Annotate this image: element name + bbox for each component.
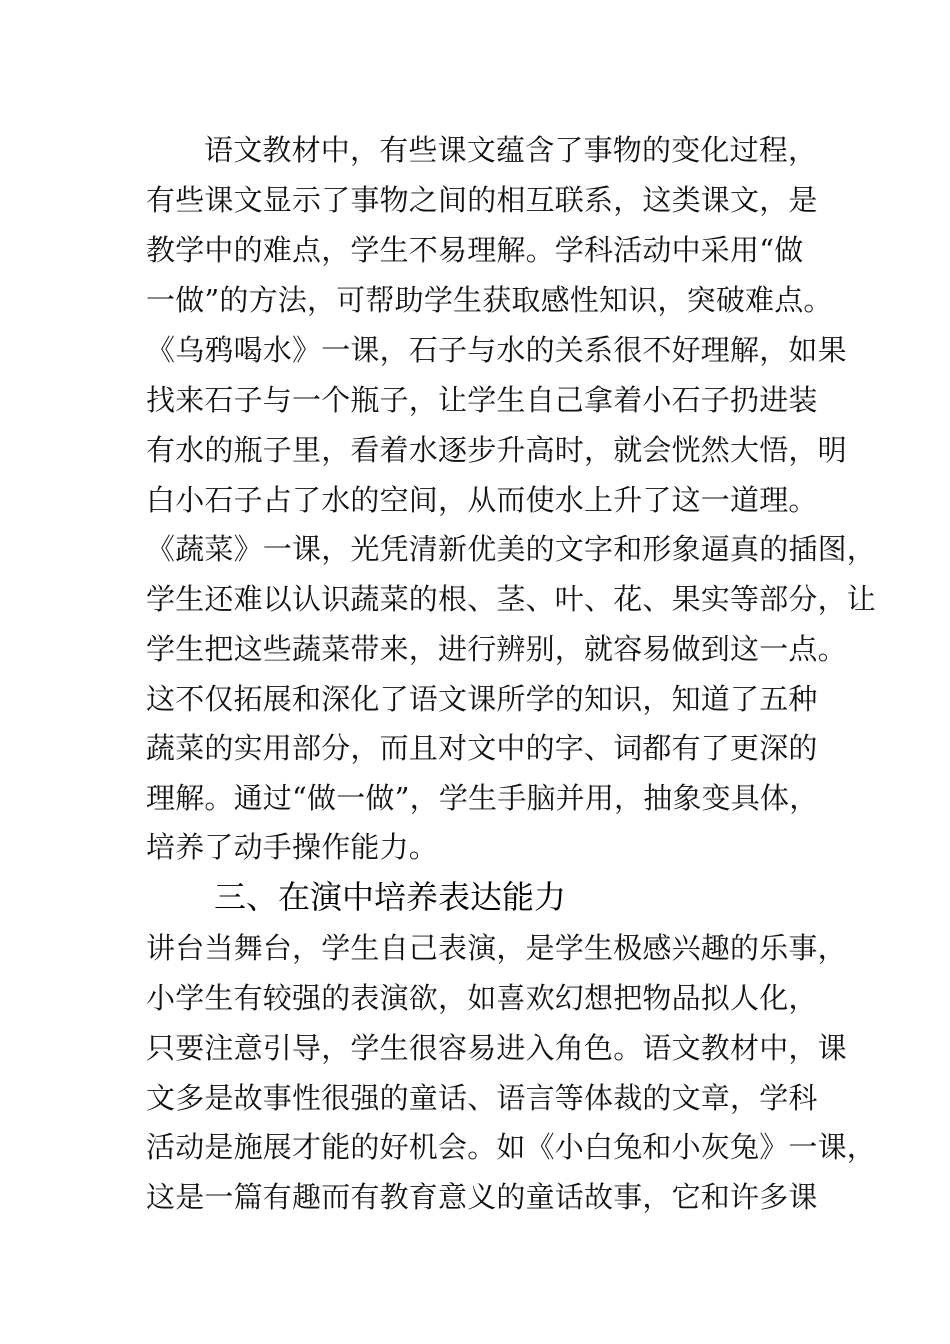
paragraph-line: 这不仅拓展和深化了语文课所学的知识，知道了五种 bbox=[146, 682, 818, 716]
paragraph-line: 白小石子占了水的空间，从而使水上升了这一道理。 bbox=[146, 483, 818, 517]
paragraph-line: 只要注意引导，学生很容易进入角色。语文教材中，课 bbox=[146, 1031, 847, 1065]
paragraph-line: 语文教材中，有些课文蕴含了事物的变化过程， bbox=[204, 133, 818, 167]
paragraph-line: 学生把这些蔬菜带来，进行辨别，就容易做到这一点。 bbox=[146, 632, 847, 666]
paragraph-line: 蔬菜的实用部分，而且对文中的字、词都有了更深的 bbox=[146, 731, 818, 765]
paragraph-line: 这是一篇有趣而有教育意义的童话故事，它和许多课 bbox=[146, 1180, 818, 1214]
paragraph-line: 活动是施展才能的好机会。如《小白兔和小灰兔》一课， bbox=[146, 1130, 877, 1164]
paragraph-line: 文多是故事性很强的童话、语言等体裁的文章，学科 bbox=[146, 1081, 818, 1115]
paragraph-line: 理解。通过“做一做”，学生手脑并用，抽象变具体， bbox=[146, 781, 819, 815]
paragraph-line: 找来石子与一个瓶子，让学生自己拿着小石子扔进装 bbox=[146, 383, 818, 417]
paragraph-line: 小学生有较强的表演欲，如喜欢幻想把物品拟人化， bbox=[146, 981, 818, 1015]
section-heading: 三、在演中培养表达能力 bbox=[214, 878, 567, 916]
paragraph-line: 学生还难以认识蔬菜的根、茎、叶、花、果实等部分，让 bbox=[146, 582, 877, 616]
paragraph-line: 教学中的难点，学生不易理解。学科活动中采用“做 bbox=[146, 233, 804, 267]
paragraph-line: 有水的瓶子里，看着水逐步升高时，就会恍然大悟，明 bbox=[146, 433, 847, 467]
paragraph-line: 有些课文显示了事物之间的相互联系，这类课文，是 bbox=[146, 183, 818, 217]
paragraph-line: 《乌鸦喝水》一课，石子与水的关系很不好理解，如果 bbox=[146, 333, 847, 367]
paragraph-line: 培养了动手操作能力。 bbox=[146, 830, 439, 864]
paragraph-line: 《蔬菜》一课，光凭清新优美的文字和形象逼真的插图， bbox=[146, 532, 877, 566]
paragraph-line: 一做”的方法，可帮助学生获取感性知识，突破难点。 bbox=[146, 283, 833, 317]
paragraph-line: 讲台当舞台，学生自己表演，是学生极感兴趣的乐事， bbox=[146, 931, 847, 965]
